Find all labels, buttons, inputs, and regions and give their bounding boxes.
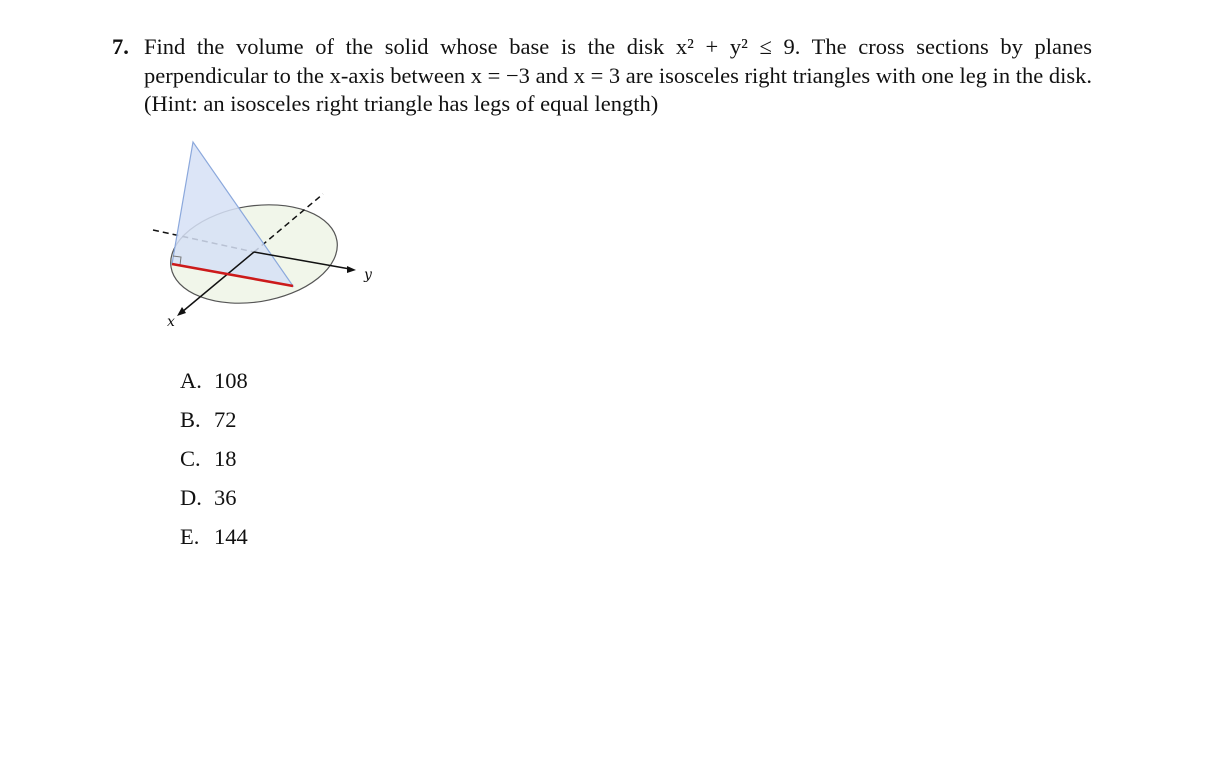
choice-letter: B. [180, 407, 201, 432]
x-axis-label: x [167, 314, 175, 330]
figure-svg [140, 132, 380, 337]
x-axis-arrow-icon [177, 307, 186, 316]
choice-value: 18 [214, 446, 237, 471]
solid-cross-section-figure [140, 132, 380, 337]
problem-7 [112, 33, 1092, 119]
answer-choices [180, 368, 248, 563]
choice-letter: E. [180, 524, 200, 549]
y-axis-arrow-icon [347, 266, 356, 273]
choice-a[interactable] [180, 368, 248, 407]
choice-c[interactable] [180, 446, 248, 485]
choice-letter: C. [180, 446, 201, 471]
choice-letter: A. [180, 368, 202, 393]
choice-value: 36 [214, 485, 237, 510]
choice-d[interactable] [180, 485, 248, 524]
choice-e[interactable] [180, 524, 248, 563]
choice-value: 144 [214, 524, 248, 549]
choice-b[interactable] [180, 407, 248, 446]
choice-value: 108 [214, 368, 248, 393]
problem-statement: Find the volume of the solid whose base is the disk x² + y² ≤ 9. The cross sections by planes perpendicular to the x-axis between x = −3 and x = 3 are isosceles right triangles with one leg in the disk. (Hint: an isosceles right triangle has legs of equal length) [144, 34, 1092, 116]
choice-value: 72 [214, 407, 237, 432]
y-axis-label: y [364, 267, 372, 283]
problem-number: 7. [112, 34, 129, 59]
choice-letter: D. [180, 485, 202, 510]
